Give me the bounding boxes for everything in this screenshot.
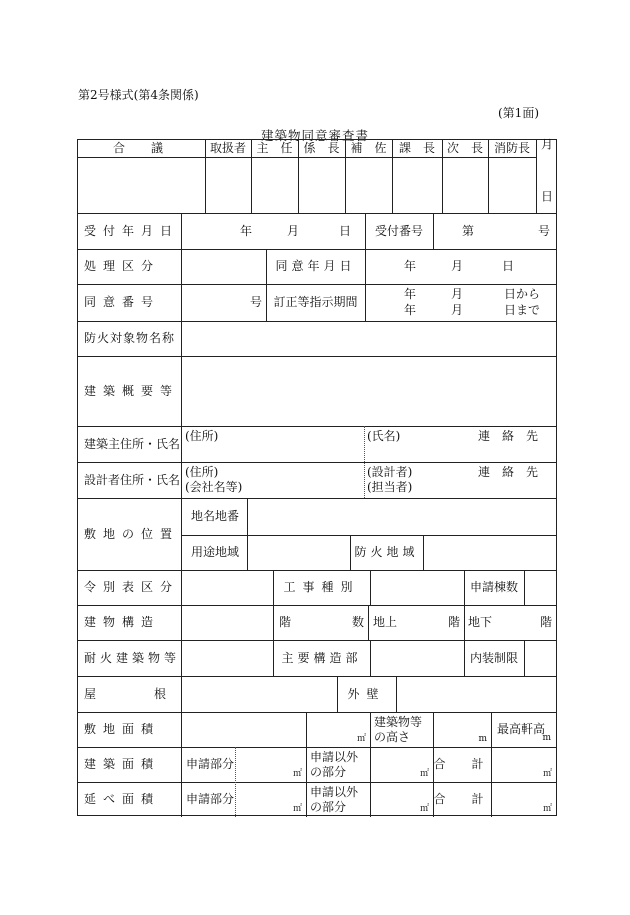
designer-person-block [365, 462, 445, 498]
building-area-label: 建築面積 [84, 757, 161, 771]
height-label-line1: 建築物等 [374, 714, 423, 729]
site-zoning-label: 用途地域 [191, 545, 240, 559]
designer-name: (設計者) [367, 465, 413, 479]
receipt-month: 月 [286, 223, 299, 238]
correction-from-day: 日から [503, 286, 540, 301]
floor-area-total-label: 合 計 [433, 792, 491, 806]
site-area-label: 敷地面積 [84, 722, 161, 736]
consent-number-suffix: 号 [249, 295, 262, 309]
owner-contact: 連 絡 先 [477, 429, 538, 443]
below-ground-label: 地下 [468, 615, 493, 629]
floor-area-applied-label: 申請部分 [186, 792, 235, 806]
building-area-total-label: 合 計 [433, 757, 491, 771]
grid-line [524, 570, 525, 605]
site-lot-label: 地名地番 [191, 509, 240, 523]
height-label-block [370, 712, 433, 747]
grid-line [370, 640, 371, 676]
review-form-table [77, 139, 557, 816]
designer-address-block [181, 462, 301, 498]
correction-until-month: 月 [450, 302, 463, 317]
site-fire-zone-label: 防火地域 [354, 545, 419, 559]
main-structure-label: 主要構造部 [281, 650, 362, 665]
grid-line [365, 249, 366, 321]
correction-from-year: 年 [403, 286, 416, 301]
page-label: (第1面) [498, 106, 539, 120]
building-area-applied-unit: ㎡ [292, 768, 302, 779]
designer-contact: 連 絡 先 [477, 465, 538, 479]
building-area-other-unit: ㎡ [419, 768, 429, 779]
site-location-label: 敷地の位置 [84, 526, 180, 541]
approval-col-fire-chief: 消防長 [493, 141, 530, 155]
receipt-date-label: 受付年月日 [84, 223, 180, 238]
roof-label: 屋根 [84, 686, 225, 701]
building-area-other-block [306, 747, 370, 782]
consent-day: 日 [501, 259, 514, 273]
floors-count-label: 数 [351, 615, 364, 629]
approval-col-deputy: 次 長 [446, 141, 483, 155]
floor-area-applied-unit: ㎡ [292, 803, 302, 814]
eaves-height-unit: m [542, 732, 551, 743]
receipt-number-suffix: 号 [537, 223, 550, 238]
approval-col-manager: 課 長 [398, 141, 435, 155]
document-title: 建築物同意審査書 [260, 128, 369, 143]
grid-line [524, 640, 525, 676]
month-day-label: 月 日 [539, 137, 554, 216]
approval-date-column [536, 137, 556, 216]
approval-col-assistant: 補 佐 [350, 141, 387, 155]
site-area-unit: ㎡ [356, 733, 366, 744]
grid-line [78, 157, 536, 158]
interior-restriction-label: 内装制限 [469, 650, 518, 665]
floor-area-total-unit: ㎡ [542, 803, 552, 814]
receipt-number-label: 受付番号 [374, 223, 423, 238]
height-label-line2: の高さ [374, 729, 411, 744]
form-number: 第2号様式(第4条関係) [78, 88, 199, 102]
structure-label: 建物構造 [84, 615, 161, 629]
eaves-height-label: 最高軒高 [497, 722, 546, 736]
grid-line [433, 213, 434, 249]
grid-line [423, 535, 424, 570]
grid-line [247, 498, 248, 535]
owner-label: 建築主住所・氏名 [84, 436, 181, 451]
owner-address: (住所) [185, 429, 219, 443]
approval-col-chief: 主 任 [256, 141, 293, 155]
processing-class-label: 処理区分 [84, 259, 161, 273]
building-area-other-line2: の部分 [310, 764, 347, 779]
grid-line [370, 570, 371, 605]
receipt-day: 日 [338, 223, 351, 238]
work-type-label: 工事種別 [283, 580, 360, 594]
wall-label: 外壁 [347, 686, 386, 701]
designer-company: (会社名等) [185, 480, 243, 494]
roof-label-wrap [78, 676, 225, 712]
consent-month: 月 [450, 259, 463, 273]
receipt-number-prefix: 第 [461, 223, 474, 238]
facility-name-label: 防火対象物名称 [84, 331, 176, 345]
designer-label: 設計者住所・氏名 [84, 472, 181, 487]
below-floor-unit: 階 [539, 615, 552, 629]
designer-address: (住所) [185, 465, 219, 479]
designer-contact-person: (担当者) [367, 480, 413, 494]
building-overview-label: 建築概要等 [84, 383, 180, 398]
correction-until-day: 日まで [503, 302, 540, 317]
floor-area-other-line2: の部分 [310, 799, 347, 814]
receipt-year: 年 [239, 223, 252, 238]
floor-area-other-line1: 申請以外 [310, 784, 359, 799]
grid-line [396, 676, 397, 712]
height-unit: m [478, 733, 487, 744]
correction-from-month: 月 [450, 286, 463, 301]
above-ground-label: 地上 [373, 615, 398, 629]
consent-year: 年 [403, 259, 416, 273]
fireproof-label: 耐火建築物等 [84, 650, 181, 665]
floor-area-label: 延べ面積 [84, 792, 161, 806]
approval-col-section-chief: 係 長 [303, 141, 340, 155]
above-floor-unit: 階 [447, 615, 460, 629]
approval-col-council: 合 議 [112, 141, 170, 155]
consent-number-label: 同意番号 [84, 295, 161, 309]
floors-label: 階 [279, 615, 292, 629]
approval-col-handler: 取扱者 [209, 141, 246, 155]
building-area-applied-label: 申請部分 [186, 757, 235, 771]
consent-date-label: 同意年月日 [275, 259, 356, 273]
owner-name: (氏名) [367, 429, 401, 443]
grid-line [247, 535, 248, 570]
building-area-other-line1: 申請以外 [310, 749, 359, 764]
building-count-label: 申請棟数 [469, 580, 518, 594]
floor-area-other-block [306, 782, 370, 817]
table-class-label: 令別表区分 [84, 580, 180, 594]
correction-period-label: 訂正等指示期間 [273, 295, 358, 309]
building-area-total-unit: ㎡ [542, 768, 552, 779]
correction-until-year: 年 [403, 302, 416, 317]
floor-area-other-unit: ㎡ [419, 803, 429, 814]
